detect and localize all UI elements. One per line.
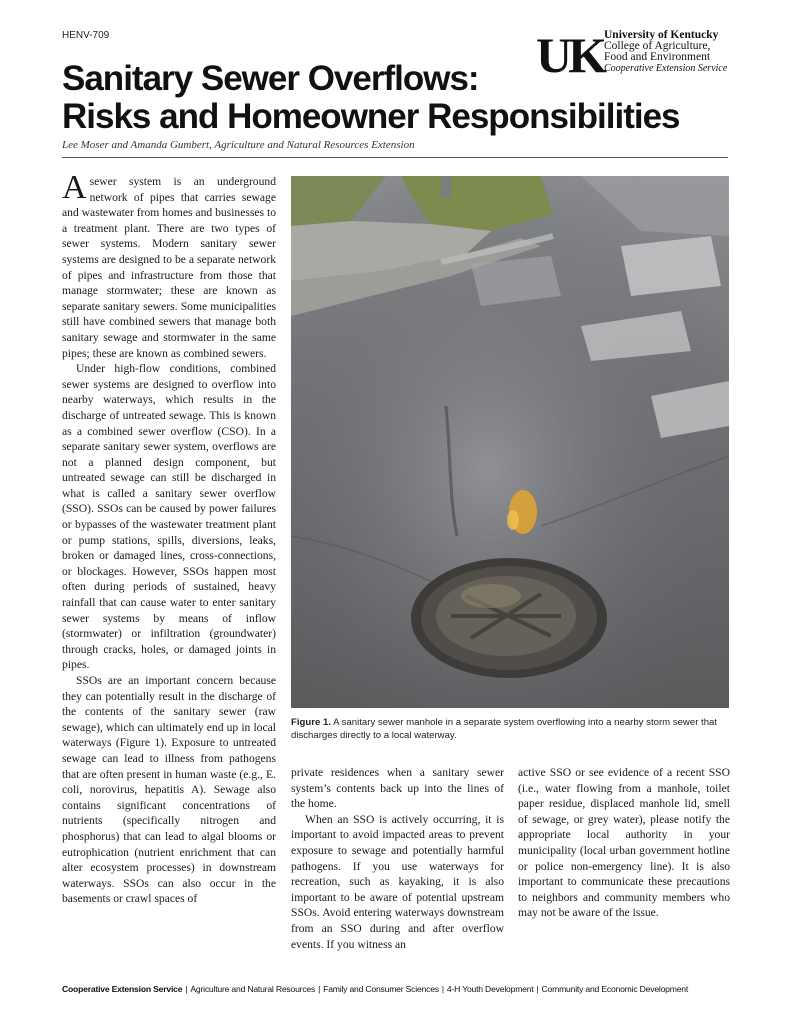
title-line-1: Sanitary Sewer Overflows:: [62, 59, 479, 98]
paragraph-cso: Under high-flow conditions, combined sewer systems are designed to overflow into nearby waterways, which results in the discharge of untreated sewage. This is known as a combined sewer overflow (CSO). In a separate sanitary sewer system, overflows are not a planned design component, but untreated sewage can still be discharged in what is called a sanitary sewer overflow (SSO). SSOs can be caused by power failures or bypasses of the wastewater treatment plant or pump stations, spills, diversions, leaks, broken or damaged lines, cross-connections, or blockages. However, SSOs happen most often during periods of sustained, heavy rainfall that can cause water to enter sanitary sewer systems by means of inflow (stormwater) or infiltration (groundwater) through cracks, holes, or damaged joints in pipes.: [62, 362, 276, 672]
paragraph-sso-risks: SSOs are an important concern because they can potentially result in the discharge of the contents of the sanitary sewer (raw sewage), which can ultimately end up in local waterways (Figure 1). Exposure to untreated sewage can lead to illness from pathogens that are often present in human waste (e.g., E. coli, norovirus, hepatitis A). Sewage also contains significant concentrations of nutrients (specifically nitrogen and phosphorus) that can lead to algal blooms or eutrophication (nutrient enrichment that can alter ecosystem processes) in downstream waterways. SSOs can also occur in the basements or crawl spaces of: [62, 674, 276, 906]
footer-item: Agriculture and Natural Resources: [190, 984, 316, 994]
body-column-2: [291, 765, 504, 952]
paragraph-report-sso: active SSO or see evidence of a recent SSO (i.e., water flowing from a manhole, toilet paper residue, displaced manhole lid, smell of sewage, or grey water), please notify the appropriate local authority in your municipality (local urban government hotline or police non-emergency line). It is also important to communicate these precautions to neighbors and community members who may not be aware of the issue.: [518, 766, 730, 920]
footer-item: 4-H Youth Development: [446, 984, 534, 994]
figure-manhole-photo: [291, 176, 729, 708]
paragraph-basements: private residences when a sanitary sewer system’s contents back up into the lines of the home.: [291, 766, 504, 811]
document-id: HENV-709: [62, 30, 110, 41]
manhole-overflow-photo: [291, 176, 729, 708]
title-line-2: Risks and Homeowner Responsibilities: [62, 97, 680, 136]
institution-name: University of Kentucky: [604, 29, 719, 41]
header-divider: [62, 157, 728, 158]
figure-label: Figure 1.: [291, 717, 331, 728]
figure-caption: [291, 717, 731, 742]
footer-program-areas: Cooperative Extension Service | Agriculture and Natural Resources | Family and Consumer Sciences | 4-H Youth Development | Community and Economic Development: [62, 984, 689, 994]
footer-item: Family and Consumer Sciences: [323, 984, 439, 994]
author-line: Lee Moser and Amanda Gumbert, Agriculture and Natural Resources Extension: [62, 139, 415, 151]
figure-caption-text: A sanitary sewer manhole in a separate system overflowing into a nearby storm sewer that discharges directly to a local waterway.: [291, 717, 718, 741]
body-column-1: [62, 169, 276, 907]
paragraph-avoid-exposure: When an SSO is actively occurring, it is important to avoid impacted areas to prevent exposure to sewage and potentially harmful pathogens. If you use waterways for recreation, such as kayaking, it is also important to be aware of potential upstream SSOs. Avoid entering waterways downstream from an SSO during and after overflow events. If you witness an: [291, 812, 504, 951]
body-column-3: [518, 765, 730, 921]
extension-service-name: Cooperative Extension Service: [604, 63, 728, 74]
svg-text:UK: UK: [536, 27, 603, 83]
footer-item: Cooperative Extension Service: [62, 984, 183, 994]
college-name-line1: College of Agriculture,: [604, 40, 711, 52]
footer-item: Community and Economic Development: [541, 984, 689, 994]
page-title: [62, 60, 752, 136]
paragraph-intro: A sewer system is an underground network of pipes that carries sewage and wastewater from homes and businesses to a treatment plant. There are two types of sewer systems. Modern sanitary sewer systems are designed to be a separate network of pipes and infrastructure from those that manage stormwater; these are known as separate sanitary sewers. Some municipalities still have combined sewers that manage both sanitary sewage and stormwater in the same pipes; these are known as combined sewers.: [62, 169, 276, 360]
drop-cap: A: [62, 169, 87, 206]
college-name-line2: Food and Environment: [604, 51, 711, 63]
